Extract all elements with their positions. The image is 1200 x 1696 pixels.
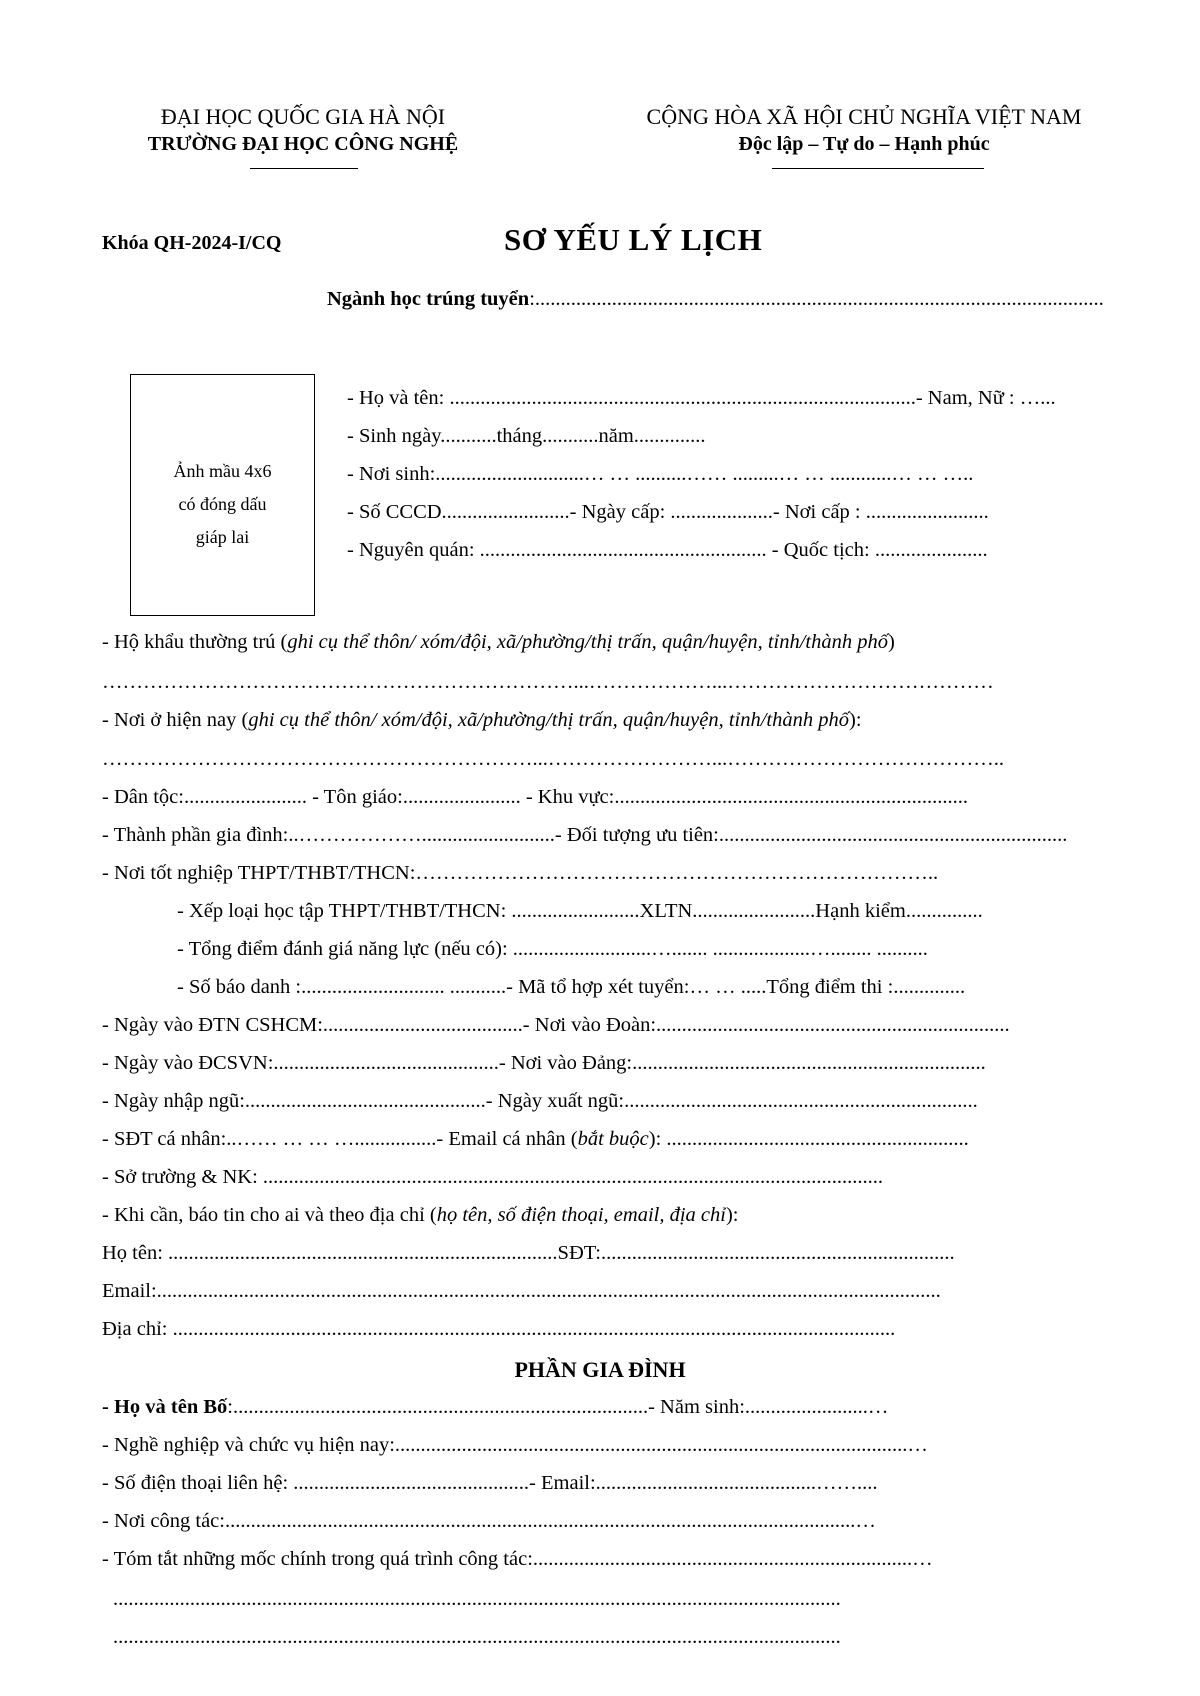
current-label-text: - Nơi ở hiện nay ( [102, 709, 249, 731]
school-field: - Nơi tốt nghiệp THPT/THBT/THCN:………………………………………………………………….. [102, 862, 939, 884]
form-title: SƠ YẾU LÝ LỊCH [504, 222, 763, 257]
father-label: - Họ và tên Bố [102, 1396, 228, 1418]
grade-field: - Xếp loại học tập THPT/THBT/THCN: .........................XLTN........................Hạnh kiểm............... [177, 900, 983, 922]
dob-field: - Sinh ngày...........tháng...........năm.............. [347, 425, 706, 447]
photo-caption-line-3: giáp lai [195, 527, 250, 547]
father-field [102, 1397, 888, 1418]
motto: Độc lập – Tự do – Hạnh phúc [738, 133, 990, 155]
permanent-note: ghi cụ thể thôn/ xóm/đội, xã/phường/thị trấn, quận/huyện, tỉnh/thành phố [287, 631, 888, 653]
phone-close: ): ........................................................... [648, 1128, 969, 1150]
photo-caption-line-1: Ảnh mầu 4x6 [173, 461, 272, 481]
phone-email-field [102, 1129, 969, 1150]
name-field: - Họ và tên: ...........................................................................................- Nam, Nữ : …... [347, 387, 1056, 409]
job-field: - Nghề nghiệp và chức vụ hiện nay:....................................................................................................… [102, 1434, 928, 1456]
current-close: ): [849, 709, 862, 731]
permanent-address-label [102, 632, 895, 653]
phone-label: - SĐT cá nhân:..…… … … …................- Email cá nhân ( [102, 1128, 578, 1150]
major-field [327, 289, 1104, 310]
family-class-field: - Thành phần gia đình:..………………..........................- Đối tượng ưu tiên:.................................................................... [102, 824, 1068, 846]
right-header-rule [772, 168, 984, 169]
photo-caption-line-2: có đóng dấu [178, 494, 267, 514]
youth-union-field: - Ngày vào ĐTN CSHCM:.......................................- Nơi vào Đoàn:..................................................................... [102, 1014, 1010, 1036]
exam-field: - Số báo danh :............................ ...........- Mã tổ hợp xét tuyển:… … .....Tổng điểm thi :.............. [177, 976, 966, 998]
left-header-rule [250, 168, 358, 169]
contact-email-field: Email:......................................................................................................................................................... [102, 1280, 941, 1302]
ethnicity-field: - Dân tộc:........................ - Tôn giáo:....................... - Khu vực:..................................................................... [102, 786, 968, 808]
father-dots: :.................................................................................- Năm sinh:........................… [227, 1396, 889, 1418]
photo-box [130, 374, 315, 616]
school-name: TRƯỜNG ĐẠI HỌC CÔNG NGHỆ [147, 133, 459, 155]
parent-phone-field: - Số điện thoại liên hệ: ..............................................- Email:...........................................…….... [102, 1472, 878, 1494]
permanent-address-dots: ……………………………………………………………...………………...………………………………… [102, 671, 994, 693]
current-address-dots: ………………………………………………………...……………………...………………………………….. [102, 748, 1004, 770]
contact-close: ): [725, 1204, 739, 1226]
military-field: - Ngày nhập ngũ:...............................................- Ngày xuất ngũ:..................................................................... [102, 1090, 978, 1112]
major-dots: :............................................................................................................... [529, 288, 1104, 310]
contact-note: họ tên, số điện thoại, email, địa chỉ [436, 1204, 726, 1226]
hometown-field: - Nguyên quán: ........................................................ - Quốc tịch: ...................... [347, 539, 988, 561]
score-field: - Tổng điểm đánh giá năng lực (nếu có): ...........................…....... ...................…........ .......... [177, 938, 928, 960]
id-card-field: - Số CCCD.........................- Ngày cấp: ....................- Nơi cấp : ........................ [347, 501, 989, 523]
career-summary-field: - Tóm tắt những mốc chính trong quá trình công tác:..........................................................................… [102, 1548, 933, 1570]
workplace-field: - Nơi công tác:...........................................................................................................................… [102, 1510, 876, 1532]
phone-note: bắt buộc [577, 1128, 649, 1150]
career-summary-line-1: .............................................................................................................................................. [113, 1588, 841, 1610]
major-label: Ngành học trúng tuyển [327, 288, 530, 310]
photo-caption [131, 455, 314, 554]
family-section-title: PHẦN GIA ĐÌNH [514, 1357, 686, 1382]
contact-name-field: Họ tên: ............................................................................SĐT:..................................................................... [102, 1242, 955, 1264]
university-name: ĐẠI HỌC QUỐC GIA HÀ NỘI [160, 104, 446, 129]
contact-label [102, 1205, 739, 1226]
permanent-label-text: - Hộ khẩu thường trú ( [102, 631, 288, 653]
birthplace-field: - Nơi sinh:.............................… … ..........…… .........… … ............… … ….. [347, 463, 974, 485]
current-address-label [102, 710, 862, 731]
party-field: - Ngày vào ĐCSVN:............................................- Nơi vào Đảng:..................................................................... [102, 1052, 986, 1074]
contact-label-text: - Khi cần, báo tin cho ai và theo địa chỉ ( [102, 1204, 437, 1226]
permanent-close: ) [888, 631, 895, 653]
talents-field: - Sở trường & NK: ......................................................................................................................... [102, 1166, 884, 1188]
contact-address-field: Địa chỉ: ............................................................................................................................................. [102, 1318, 896, 1340]
career-summary-line-2: .............................................................................................................................................. [113, 1626, 841, 1648]
republic-name: CỘNG HÒA XÃ HỘI CHỦ NGHĨA VIỆT NAM [646, 104, 1082, 129]
current-note: ghi cụ thể thôn/ xóm/đội, xã/phường/thị trấn, quận/huyện, tỉnh/thành phố [248, 709, 849, 731]
course-code: Khóa QH-2024-I/CQ [102, 232, 282, 254]
